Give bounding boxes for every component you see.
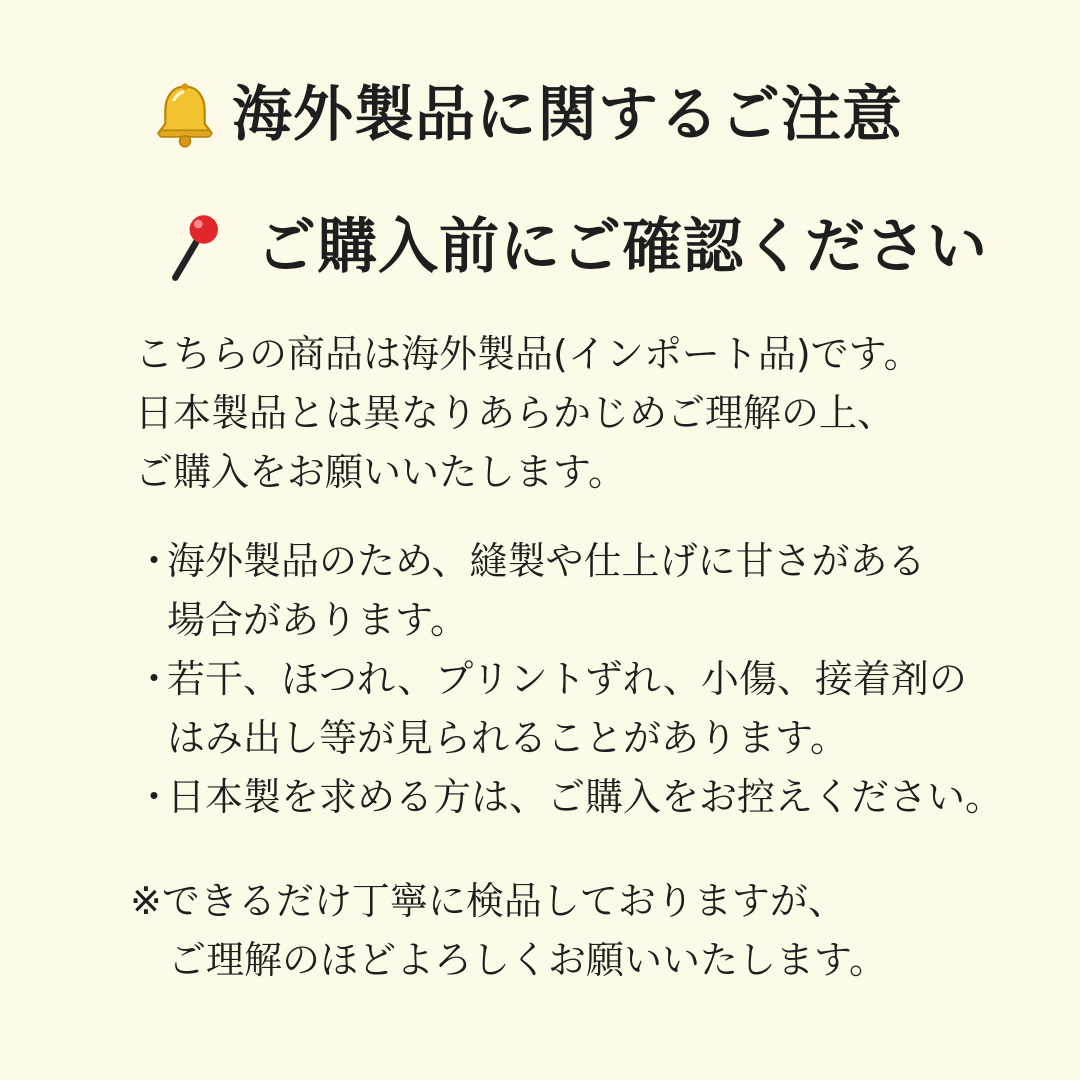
bullet-mark: ・: [135, 539, 174, 583]
intro-paragraph: [135, 325, 922, 502]
list-item: [135, 768, 1003, 827]
page-title: [150, 80, 903, 150]
list-item: [135, 650, 1003, 709]
footer-line: ※できるだけ丁寧に検品しておりますが、: [130, 879, 846, 923]
bell-icon: [150, 80, 220, 150]
bullet-mark: ・: [135, 775, 174, 819]
note-text: 海外製品のため、縫製や仕上げに甘さがある: [167, 539, 926, 583]
bullet-mark: ・: [135, 657, 174, 701]
pushpin-icon: [160, 212, 230, 282]
subtitle-text: ご購入前にご確認ください: [256, 212, 988, 282]
intro-line: ご購入をお願いいたします。: [135, 450, 626, 494]
notes-list: [135, 532, 1003, 827]
title-text: 海外製品に関するご注意: [232, 80, 903, 150]
footer-line: ご理解のほどよろしくお願いいたします。: [168, 938, 887, 982]
note-continuation: はみ出し等が見られることがあります。: [167, 716, 848, 760]
page-subtitle: [160, 212, 988, 282]
intro-line: こちらの商品は海外製品(インポート品)です。: [135, 332, 922, 376]
footer-note: [130, 872, 887, 990]
note-continuation: 場合があります。: [167, 598, 468, 642]
intro-line: 日本製品とは異なりあらかじめご理解の上、: [135, 391, 896, 435]
note-text: 日本製を求める方は、ご購入をお控えください。: [167, 775, 1004, 819]
list-item: [135, 532, 1003, 591]
note-text: 若干、ほつれ、プリントずれ、小傷、接着剤の: [167, 657, 967, 701]
